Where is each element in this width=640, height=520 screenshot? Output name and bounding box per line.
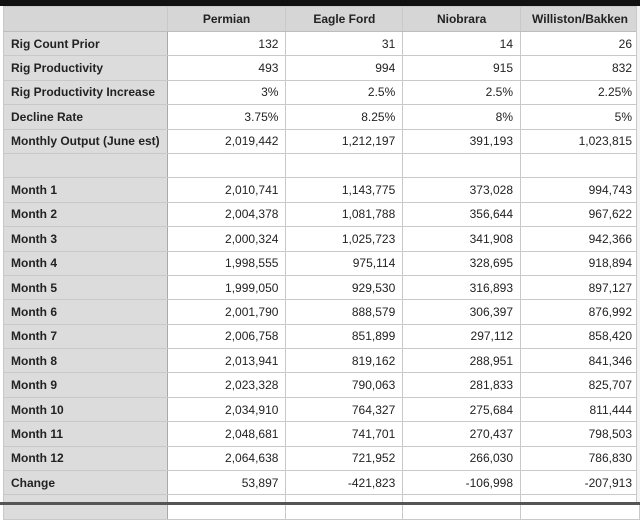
row-label[interactable]: Month 11 [4, 422, 168, 446]
cell-permian[interactable]: 2,000,324 [167, 227, 286, 251]
cell-eagle-ford[interactable]: 819,162 [286, 349, 403, 373]
cell-niobrara[interactable]: 275,684 [403, 397, 521, 421]
cell-niobrara[interactable]: 328,695 [403, 251, 521, 275]
cell-permian[interactable]: 493 [167, 56, 286, 80]
cell-niobrara[interactable]: 356,644 [403, 202, 521, 226]
cell-niobrara[interactable]: -106,998 [403, 471, 521, 495]
column-header-williston-bakken[interactable]: Williston/Bakken [521, 7, 640, 32]
cell-niobrara[interactable]: 266,030 [403, 446, 521, 470]
row-label[interactable]: Monthly Output (June est) [4, 129, 168, 153]
cell-williston-bakken[interactable]: 897,127 [521, 275, 640, 299]
cell-niobrara[interactable]: 391,193 [403, 129, 521, 153]
cell-permian[interactable] [167, 153, 286, 177]
cell-permian[interactable]: 2,023,328 [167, 373, 286, 397]
cell-permian[interactable]: 2,064,638 [167, 446, 286, 470]
cell-williston-bakken[interactable]: 994,743 [521, 178, 640, 202]
table-row-rig-count-prior [4, 32, 640, 56]
cell-eagle-ford[interactable]: 8.25% [286, 105, 403, 129]
cell-eagle-ford[interactable]: 741,701 [286, 422, 403, 446]
cell-eagle-ford[interactable]: 764,327 [286, 397, 403, 421]
cell-williston-bakken[interactable]: 858,420 [521, 324, 640, 348]
cell-permian[interactable]: 3% [167, 80, 286, 104]
table-row-rig-productivity-increase [4, 80, 640, 104]
cell-niobrara[interactable]: 14 [403, 32, 521, 56]
cell-niobrara[interactable]: 306,397 [403, 300, 521, 324]
row-label[interactable]: Month 6 [4, 300, 168, 324]
cell-permian[interactable]: 2,019,442 [167, 129, 286, 153]
cell-eagle-ford[interactable]: 31 [286, 32, 403, 56]
cell-williston-bakken[interactable]: 832 [521, 56, 640, 80]
table-row-month-8 [4, 349, 640, 373]
row-label[interactable]: Change [4, 471, 168, 495]
cell-williston-bakken[interactable]: 786,830 [521, 446, 640, 470]
cell-eagle-ford[interactable] [286, 153, 403, 177]
cell-williston-bakken[interactable]: 967,622 [521, 202, 640, 226]
row-label[interactable]: Month 2 [4, 202, 168, 226]
cell-williston-bakken[interactable] [521, 495, 640, 519]
cell-williston-bakken[interactable]: 811,444 [521, 397, 640, 421]
cell-niobrara[interactable] [403, 495, 521, 519]
table-row-month-4 [4, 251, 640, 275]
table-row-month-9 [4, 373, 640, 397]
cell-eagle-ford[interactable]: 851,899 [286, 324, 403, 348]
cell-permian[interactable]: 2,048,681 [167, 422, 286, 446]
column-header-permian[interactable]: Permian [167, 7, 286, 32]
column-header-eagle-ford[interactable]: Eagle Ford [286, 7, 403, 32]
table-row-month-11 [4, 422, 640, 446]
table-row-month-12 [4, 446, 640, 470]
cell-niobrara[interactable]: 2.5% [403, 80, 521, 104]
cell-eagle-ford[interactable]: 888,579 [286, 300, 403, 324]
cell-permian[interactable]: 2,006,758 [167, 324, 286, 348]
cell-eagle-ford[interactable]: 1,025,723 [286, 227, 403, 251]
table-row-month-6 [4, 300, 640, 324]
row-label[interactable] [4, 495, 168, 519]
cell-williston-bakken[interactable]: -207,913 [521, 471, 640, 495]
table-row-month-10 [4, 397, 640, 421]
cell-permian[interactable]: 3.75% [167, 105, 286, 129]
table-row-blank [4, 153, 640, 177]
row-label[interactable]: Month 3 [4, 227, 168, 251]
row-label[interactable]: Month 12 [4, 446, 168, 470]
cell-williston-bakken[interactable]: 841,346 [521, 349, 640, 373]
cell-williston-bakken[interactable]: 5% [521, 105, 640, 129]
table-row-month-7 [4, 324, 640, 348]
cell-eagle-ford[interactable]: 994 [286, 56, 403, 80]
cell-niobrara[interactable]: 288,951 [403, 349, 521, 373]
table-row-month-5 [4, 275, 640, 299]
cell-permian[interactable]: 1,999,050 [167, 275, 286, 299]
cell-eagle-ford[interactable]: 721,952 [286, 446, 403, 470]
cell-eagle-ford[interactable]: -421,823 [286, 471, 403, 495]
row-label[interactable]: Month 9 [4, 373, 168, 397]
cell-permian[interactable] [167, 495, 286, 519]
row-label[interactable]: Month 1 [4, 178, 168, 202]
header-row [4, 7, 640, 32]
cell-eagle-ford[interactable]: 975,114 [286, 251, 403, 275]
table-row-month-1 [4, 178, 640, 202]
cell-williston-bakken[interactable]: 825,707 [521, 373, 640, 397]
column-header-niobrara[interactable]: Niobrara [403, 7, 521, 32]
cell-permian[interactable]: 2,001,790 [167, 300, 286, 324]
cell-permian[interactable]: 2,034,910 [167, 397, 286, 421]
cell-eagle-ford[interactable]: 1,143,775 [286, 178, 403, 202]
cell-williston-bakken[interactable] [521, 153, 640, 177]
row-label[interactable] [4, 153, 168, 177]
corner-cell[interactable] [4, 7, 168, 32]
cell-niobrara[interactable]: 281,833 [403, 373, 521, 397]
table-row-change [4, 471, 640, 495]
cell-niobrara[interactable]: 341,908 [403, 227, 521, 251]
cell-eagle-ford[interactable]: 2.5% [286, 80, 403, 104]
cell-williston-bakken[interactable]: 26 [521, 32, 640, 56]
row-label[interactable]: Rig Productivity [4, 56, 168, 80]
cell-permian[interactable]: 1,998,555 [167, 251, 286, 275]
cell-williston-bakken[interactable]: 876,992 [521, 300, 640, 324]
cell-eagle-ford[interactable]: 1,212,197 [286, 129, 403, 153]
cell-niobrara[interactable]: 270,437 [403, 422, 521, 446]
cell-williston-bakken[interactable]: 918,894 [521, 251, 640, 275]
row-label[interactable]: Month 8 [4, 349, 168, 373]
cell-williston-bakken[interactable]: 2.25% [521, 80, 640, 104]
cell-permian[interactable]: 132 [167, 32, 286, 56]
table-row-month-2 [4, 202, 640, 226]
cell-permian[interactable]: 53,897 [167, 471, 286, 495]
cell-niobrara[interactable]: 915 [403, 56, 521, 80]
cell-permian[interactable]: 2,010,741 [167, 178, 286, 202]
cell-williston-bakken[interactable]: 1,023,815 [521, 129, 640, 153]
cell-niobrara[interactable]: 316,893 [403, 275, 521, 299]
row-label[interactable]: Month 10 [4, 397, 168, 421]
cell-williston-bakken[interactable]: 798,503 [521, 422, 640, 446]
cell-eagle-ford[interactable]: 1,081,788 [286, 202, 403, 226]
cell-niobrara[interactable]: 297,112 [403, 324, 521, 348]
row-label[interactable]: Month 4 [4, 251, 168, 275]
right-edge [636, 6, 640, 502]
cell-niobrara[interactable] [403, 153, 521, 177]
cell-niobrara[interactable]: 373,028 [403, 178, 521, 202]
table-row-monthly-output [4, 129, 640, 153]
row-label[interactable]: Rig Count Prior [4, 32, 168, 56]
cell-permian[interactable]: 2,013,941 [167, 349, 286, 373]
cell-niobrara[interactable]: 8% [403, 105, 521, 129]
cell-permian[interactable]: 2,004,378 [167, 202, 286, 226]
table-row-rig-productivity [4, 56, 640, 80]
table-row-blank-bottom [4, 495, 640, 519]
row-label[interactable]: Month 7 [4, 324, 168, 348]
table-row-decline-rate [4, 105, 640, 129]
row-label[interactable]: Rig Productivity Increase [4, 80, 168, 104]
row-label[interactable]: Decline Rate [4, 105, 168, 129]
cell-eagle-ford[interactable]: 929,530 [286, 275, 403, 299]
table-row-month-3 [4, 227, 640, 251]
cell-eagle-ford[interactable] [286, 495, 403, 519]
spreadsheet-table [3, 6, 640, 520]
cell-eagle-ford[interactable]: 790,063 [286, 373, 403, 397]
row-label[interactable]: Month 5 [4, 275, 168, 299]
cell-williston-bakken[interactable]: 942,366 [521, 227, 640, 251]
